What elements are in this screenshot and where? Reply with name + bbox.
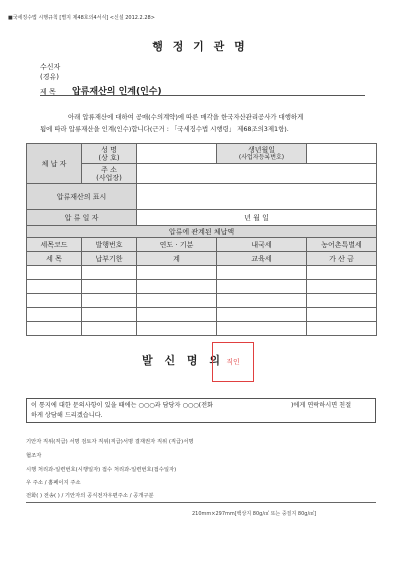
data-cell[interactable] [307, 266, 377, 280]
arrears-header: 압류에 관계된 체납액 [27, 226, 377, 238]
subject-label: 제 목 [40, 88, 56, 96]
data-cell[interactable] [217, 294, 307, 308]
approval-row: 기안자 직위(직급) 서명 검토자 직위(직급)서명 결재권자 직위 (직급)서명 [26, 439, 194, 445]
subject-divider [40, 95, 365, 96]
document-title: 행 정 기 관 명 [152, 40, 248, 53]
data-cell[interactable] [307, 308, 377, 322]
via-label: (경유) [40, 73, 59, 81]
official-seal-box [212, 342, 254, 382]
data-cell[interactable] [137, 280, 217, 294]
birth-field[interactable] [307, 144, 377, 164]
form-reference: ■국세징수법 시행규칙 [별지 제48호의4서식] <신설 2012.2.28> [8, 15, 155, 21]
col-header-national-tax: 내국세 [217, 238, 307, 252]
data-cell[interactable] [137, 308, 217, 322]
data-cell[interactable] [82, 308, 137, 322]
phone-row: 전화( ) 전송( ) / 기안자의 공식전자우편주소 / 공개구분 [26, 493, 154, 499]
birth-header: 생년월일 (사업자등록번호) [217, 144, 307, 164]
sub-header-due-date: 납부기한 [82, 252, 137, 266]
contact-notice [26, 398, 376, 423]
sub-header-penalty: 가 산 금 [307, 252, 377, 266]
data-cell[interactable] [82, 322, 137, 336]
data-cell[interactable] [27, 308, 82, 322]
data-cell[interactable] [137, 322, 217, 336]
address-row: 우 주소 / 홈페이지 주소 [26, 480, 81, 486]
cooperator-row: 협조자 [26, 453, 42, 459]
data-cell[interactable] [82, 294, 137, 308]
subject-value: 압류재산의 인계(인수) [71, 87, 162, 97]
col-header-rural-tax: 농어촌특별세 [307, 238, 377, 252]
seal-label: 직인 [226, 358, 240, 366]
paper-size-note: 210mm×297mm[백상지 80g/㎡ 또는 중질지 80g/㎡] [192, 511, 317, 517]
address-field[interactable] [137, 164, 377, 184]
sub-header-education-tax: 교육세 [217, 252, 307, 266]
data-cell[interactable] [27, 266, 82, 280]
issuer-label: 발 신 명 의 [142, 354, 224, 367]
name-field[interactable] [137, 144, 217, 164]
seizure-date-field[interactable]: 년 월 일 [137, 210, 377, 226]
col-header-tax-code: 세목코드 [27, 238, 82, 252]
footer-divider [26, 502, 376, 503]
col-header-year-period: 연도 · 기분 [137, 238, 217, 252]
data-cell[interactable] [307, 294, 377, 308]
contact-line-1: 이 통지에 대한 문의사항이 있을 때에는 ○○○과 담당자 ○○○(전화 [31, 402, 214, 409]
body-line-1: 아래 압류재산에 대하여 공매(수의계약)에 따른 매각을 한국자산관리공사가 대행하게 [68, 113, 304, 121]
data-cell[interactable] [307, 322, 377, 336]
body-text [40, 111, 370, 135]
sub-header-total: 계 [137, 252, 217, 266]
data-cell[interactable] [27, 322, 82, 336]
enforcement-row: 시행 처리과-일련번호(시행일자) 접수 처리과-일련번호(접수일자) [26, 467, 177, 473]
data-cell[interactable] [137, 294, 217, 308]
property-label: 압류재산의 표시 [27, 184, 137, 210]
data-cell[interactable] [307, 280, 377, 294]
recipient-label: 수신자 [40, 63, 61, 71]
data-cell[interactable] [217, 322, 307, 336]
data-cell[interactable] [217, 266, 307, 280]
data-cell[interactable] [217, 280, 307, 294]
data-cell[interactable] [137, 266, 217, 280]
name-header: 성 명 (상 호) [82, 144, 137, 164]
contact-line-1-right: )에게 연락하시면 친절 [291, 402, 352, 409]
data-cell[interactable] [217, 308, 307, 322]
sub-header-tax-item: 세 목 [27, 252, 82, 266]
data-cell[interactable] [27, 280, 82, 294]
contact-line-2: 하게 상담해 드리겠습니다. [31, 412, 103, 419]
data-cell[interactable] [27, 294, 82, 308]
signature-block [0, 342, 400, 382]
property-field[interactable] [137, 184, 377, 210]
col-header-issue-number: 발행번호 [82, 238, 137, 252]
property-transfer-table [26, 143, 377, 336]
taxpayer-label: 체 납 자 [27, 144, 82, 184]
data-cell[interactable] [82, 280, 137, 294]
address-header: 주 소 (사업장) [82, 164, 137, 184]
body-line-2: 됨에 따라 압류재산을 인계(인수)합니다(근거 : 「국세징수법 시행령」 제68조의3제1항). [40, 125, 289, 133]
data-cell[interactable] [82, 266, 137, 280]
seizure-date-label: 압 류 일 자 [27, 210, 137, 226]
